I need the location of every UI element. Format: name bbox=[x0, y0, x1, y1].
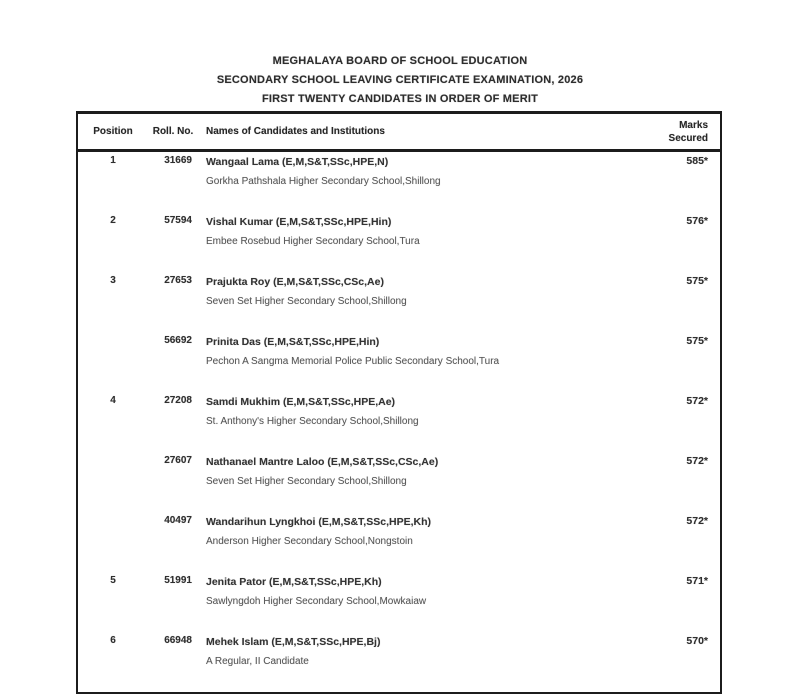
candidate-cell bbox=[198, 272, 624, 332]
table-row bbox=[78, 572, 720, 632]
roll-number-cell: 56692 bbox=[164, 335, 192, 346]
marks-cell: 572* bbox=[686, 395, 708, 407]
roll-number-cell: 27653 bbox=[164, 275, 192, 286]
candidate-name: Prinita Das (E,M,S&T,SSc,HPE,Hin) bbox=[206, 336, 380, 348]
roll-number-cell: 40497 bbox=[164, 515, 192, 526]
marks-cell: 572* bbox=[686, 515, 708, 527]
table-body bbox=[78, 152, 720, 692]
table-row bbox=[78, 632, 720, 692]
table-row bbox=[78, 452, 720, 512]
position-cell: 1 bbox=[110, 155, 116, 166]
roll-no-column-header: Roll. No. bbox=[152, 126, 194, 137]
position-cell: 3 bbox=[110, 275, 116, 286]
institution-name: Gorkha Pathshala Higher Secondary School,Shillong bbox=[206, 176, 441, 187]
table-header-row bbox=[78, 114, 720, 152]
position-column-header: Position bbox=[93, 126, 133, 137]
marks-header-line2: Secured bbox=[668, 132, 708, 144]
candidate-name: Wandarihun Lyngkhoi (E,M,S&T,SSc,HPE,Kh) bbox=[206, 516, 431, 528]
marks-cell: 585* bbox=[686, 155, 708, 167]
marks-cell: 572* bbox=[686, 455, 708, 467]
candidate-name: Wangaal Lama (E,M,S&T,SSc,HPE,N) bbox=[206, 156, 389, 168]
table-row bbox=[78, 512, 720, 572]
candidate-cell bbox=[198, 632, 624, 692]
names-column-header: Names of Candidates and Institutions bbox=[206, 126, 385, 137]
institution-name: Seven Set Higher Secondary School,Shillong bbox=[206, 476, 407, 487]
institution-name: Embee Rosebud Higher Secondary School,Tura bbox=[206, 236, 420, 247]
marks-cell: 575* bbox=[686, 335, 708, 347]
table-row bbox=[78, 212, 720, 272]
marks-column-header bbox=[624, 119, 720, 145]
candidate-cell bbox=[198, 332, 624, 392]
table-row bbox=[78, 332, 720, 392]
candidate-name: Nathanael Mantre Laloo (E,M,S&T,SSc,CSc,Ae) bbox=[206, 456, 439, 468]
candidate-name: Jenita Pator (E,M,S&T,SSc,HPE,Kh) bbox=[206, 576, 382, 588]
roll-number-cell: 27208 bbox=[164, 395, 192, 406]
marks-cell: 571* bbox=[686, 575, 708, 587]
candidate-cell bbox=[198, 212, 624, 272]
table-row bbox=[78, 272, 720, 332]
position-cell bbox=[78, 512, 148, 572]
marks-cell: 570* bbox=[686, 635, 708, 647]
marks-cell: 576* bbox=[686, 215, 708, 227]
marks-cell: 575* bbox=[686, 275, 708, 287]
position-cell: 5 bbox=[110, 575, 116, 586]
institution-name: Seven Set Higher Secondary School,Shillong bbox=[206, 296, 407, 307]
institution-name: Anderson Higher Secondary School,Nongstoin bbox=[206, 536, 413, 547]
roll-number-cell: 27607 bbox=[164, 455, 192, 466]
position-cell: 2 bbox=[110, 215, 116, 226]
roll-number-cell: 51991 bbox=[164, 575, 192, 586]
table-row bbox=[78, 152, 720, 212]
position-cell bbox=[78, 452, 148, 512]
roll-number-cell: 66948 bbox=[164, 635, 192, 646]
position-cell: 4 bbox=[110, 395, 116, 406]
candidate-name: Prajukta Roy (E,M,S&T,SSc,CSc,Ae) bbox=[206, 276, 384, 288]
marks-header-line1: Marks bbox=[679, 119, 708, 131]
document-header bbox=[0, 52, 800, 109]
position-cell: 6 bbox=[110, 635, 116, 646]
institution-name: A Regular, II Candidate bbox=[206, 656, 309, 667]
board-title: MEGHALAYA BOARD OF SCHOOL EDUCATION bbox=[272, 55, 528, 67]
institution-name: Sawlyngdoh Higher Secondary School,Mowkaiaw bbox=[206, 596, 427, 607]
merit-table bbox=[76, 111, 722, 694]
candidate-cell bbox=[198, 392, 624, 452]
candidate-name: Samdi Mukhim (E,M,S&T,SSc,HPE,Ae) bbox=[206, 396, 396, 408]
candidate-name: Vishal Kumar (E,M,S&T,SSc,HPE,Hin) bbox=[206, 216, 392, 228]
candidate-cell bbox=[198, 572, 624, 632]
roll-number-cell: 57594 bbox=[164, 215, 192, 226]
candidate-name: Mehek Islam (E,M,S&T,SSc,HPE,Bj) bbox=[206, 636, 381, 648]
candidate-cell bbox=[198, 452, 624, 512]
merit-list-title: FIRST TWENTY CANDIDATES IN ORDER OF MERIT bbox=[261, 93, 539, 105]
table-row bbox=[78, 392, 720, 452]
candidate-cell bbox=[198, 512, 624, 572]
institution-name: St. Anthony's Higher Secondary School,Shillong bbox=[206, 416, 419, 427]
candidate-cell bbox=[198, 152, 624, 212]
institution-name: Pechon A Sangma Memorial Police Public Secondary School,Tura bbox=[206, 356, 500, 367]
examination-title: SECONDARY SCHOOL LEAVING CERTIFICATE EXAMINATION, 2026 bbox=[216, 74, 584, 86]
position-cell bbox=[78, 332, 148, 392]
roll-number-cell: 31669 bbox=[164, 155, 192, 166]
